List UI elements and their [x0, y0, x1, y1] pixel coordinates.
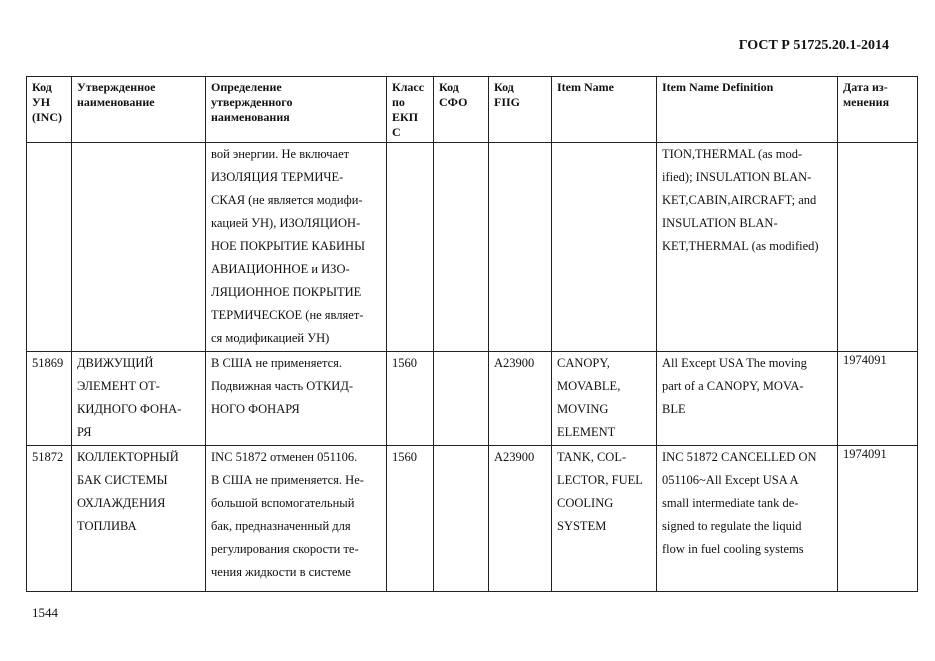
- cell-line: 1974091: [843, 447, 887, 461]
- cell-line: КОЛЛЕКТОРНЫЙ: [77, 450, 179, 464]
- definition-cell: [206, 143, 387, 352]
- cell-line: РЯ: [77, 425, 92, 439]
- fiig-cell: [489, 352, 552, 446]
- item-def-cell: [657, 446, 838, 592]
- header-line: менения: [843, 95, 890, 109]
- col-inc-header: [27, 77, 72, 143]
- header-line: Определение: [211, 80, 282, 94]
- cell-line: В США не применяется. Не-: [211, 473, 364, 487]
- cell-line: KET,CABIN,AIRCRAFT; and: [662, 193, 817, 207]
- definition-cell: [206, 446, 387, 592]
- header-line: (INC): [32, 110, 62, 124]
- header-line: С: [392, 125, 401, 139]
- cell-line: COOLING: [557, 496, 614, 510]
- cell-line: BLE: [662, 402, 686, 416]
- col-date-header: [838, 77, 918, 143]
- cell-line: INC 51872 CANCELLED ON: [662, 450, 817, 464]
- cell-line: ДВИЖУЩИЙ: [77, 356, 154, 370]
- cell-line: ОХЛАЖДЕНИЯ: [77, 496, 166, 510]
- header-line: Утвержденное: [77, 80, 156, 94]
- col-name-header: [72, 77, 206, 143]
- cell-line: кацией УН), ИЗОЛЯЦИОН-: [211, 216, 361, 230]
- item-name-cell: [552, 143, 657, 352]
- cell-line: регулирования скорости те-: [211, 542, 359, 556]
- col-definition-header: [206, 77, 387, 143]
- cell-line: 51872: [32, 450, 64, 464]
- ekps-cell: [387, 446, 434, 592]
- cell-line: TANK, COL-: [557, 450, 627, 464]
- inc-cell: [27, 143, 72, 352]
- col-ekps-header: [387, 77, 434, 143]
- name-cell: [72, 143, 206, 352]
- name-cell: [72, 352, 206, 446]
- cell-line: signed to regulate the liquid: [662, 519, 802, 533]
- cell-line: ified); INSULATION BLAN-: [662, 170, 812, 184]
- cell-line: 051106~All Except USA A: [662, 473, 799, 487]
- header-line: наименование: [77, 95, 155, 109]
- date-cell: [838, 446, 918, 592]
- cell-line: 1974091: [843, 353, 887, 367]
- header-line: утвержденного: [211, 95, 293, 109]
- fiig-cell: [489, 446, 552, 592]
- item-def-cell: [657, 352, 838, 446]
- header-line: по: [392, 95, 405, 109]
- cell-line: СКАЯ (не является модифи-: [211, 193, 363, 207]
- cell-line: ЭЛЕМЕНТ ОТ-: [77, 379, 160, 393]
- table-row: [27, 352, 918, 446]
- sfo-cell: [434, 352, 489, 446]
- header-line: УН: [32, 95, 51, 109]
- cell-line: 1560: [392, 356, 417, 370]
- ekps-cell: [387, 143, 434, 352]
- cell-line: НОЕ ПОКРЫТИЕ КАБИНЫ: [211, 239, 365, 253]
- cell-line: большой вспомогательный: [211, 496, 355, 510]
- cell-line: TION,THERMAL (as mod-: [662, 147, 803, 161]
- cell-line: БАК СИСТЕМЫ: [77, 473, 168, 487]
- header-line: СФО: [439, 95, 468, 109]
- col-fiig-header: [489, 77, 552, 143]
- cell-line: ТОПЛИВА: [77, 519, 137, 533]
- fiig-cell: [489, 143, 552, 352]
- table-row: [27, 143, 918, 352]
- document-title: ГОСТ Р 51725.20.1-2014: [738, 38, 889, 53]
- cell-line: LECTOR, FUEL: [557, 473, 643, 487]
- inc-cell: [27, 446, 72, 592]
- name-cell: [72, 446, 206, 592]
- item-name-cell: [552, 352, 657, 446]
- cell-line: 1560: [392, 450, 417, 464]
- header-line: Item Name: [557, 80, 614, 94]
- cell-line: CANOPY,: [557, 356, 610, 370]
- cell-line: вой энергии. Не включает: [211, 147, 350, 161]
- cell-line: АВИАЦИОННОЕ и ИЗО-: [211, 262, 350, 276]
- sfo-cell: [434, 143, 489, 352]
- cell-line: ЛЯЦИОННОЕ ПОКРЫТИЕ: [211, 285, 362, 299]
- cell-line: бак, предназначенный для: [211, 519, 351, 533]
- cell-line: MOVING: [557, 402, 609, 416]
- cell-line: INSULATION BLAN-: [662, 216, 778, 230]
- cell-line: MOVABLE,: [557, 379, 621, 393]
- date-cell: [838, 352, 918, 446]
- cell-line: ELEMENT: [557, 425, 616, 439]
- header-line: Код: [494, 80, 514, 94]
- classification-table: [26, 76, 918, 592]
- cell-line: ся модификацией УН): [211, 331, 330, 345]
- header-line: Item Name Definition: [662, 80, 774, 94]
- cell-line: INC 51872 отменен 051106.: [211, 450, 358, 464]
- cell-line: 51869: [32, 356, 64, 370]
- cell-line: flow in fuel cooling systems: [662, 542, 804, 556]
- header-line: Класс: [392, 80, 425, 94]
- sfo-cell: [434, 446, 489, 592]
- col-item-name-header: [552, 77, 657, 143]
- cell-line: КИДНОГО ФОНА-: [77, 402, 182, 416]
- date-cell: [838, 143, 918, 352]
- cell-line: чения жидкости в системе: [211, 565, 351, 579]
- cell-line: KET,THERMAL (as modified): [662, 239, 819, 253]
- header-row: [27, 77, 918, 143]
- cell-line: A23900: [494, 356, 535, 370]
- item-def-cell: [657, 143, 838, 352]
- cell-line: Подвижная часть ОТКИД-: [211, 379, 354, 393]
- cell-line: НОГО ФОНАРЯ: [211, 402, 300, 416]
- col-sfo-header: [434, 77, 489, 143]
- cell-line: ИЗОЛЯЦИЯ ТЕРМИЧЕ-: [211, 170, 344, 184]
- col-item-def-header: [657, 77, 838, 143]
- header-line: Дата из-: [843, 80, 888, 94]
- ekps-cell: [387, 352, 434, 446]
- table-row: [27, 446, 918, 592]
- header-line: ЕКП: [392, 110, 419, 124]
- cell-line: SYSTEM: [557, 519, 607, 533]
- cell-line: В США не применяется.: [211, 356, 343, 370]
- cell-line: ТЕРМИЧЕСКОЕ (не являет-: [211, 308, 364, 322]
- header-line: FIIG: [494, 95, 521, 109]
- header-line: Код: [32, 80, 52, 94]
- cell-line: part of a CANOPY, MOVA-: [662, 379, 804, 393]
- cell-line: All Except USA The moving: [662, 356, 807, 370]
- header-line: Код: [439, 80, 459, 94]
- cell-line: small intermediate tank de-: [662, 496, 799, 510]
- header-line: наименования: [211, 110, 290, 124]
- cell-line: A23900: [494, 450, 535, 464]
- page-number: 1544: [32, 605, 58, 620]
- inc-cell: [27, 352, 72, 446]
- definition-cell: [206, 352, 387, 446]
- item-name-cell: [552, 446, 657, 592]
